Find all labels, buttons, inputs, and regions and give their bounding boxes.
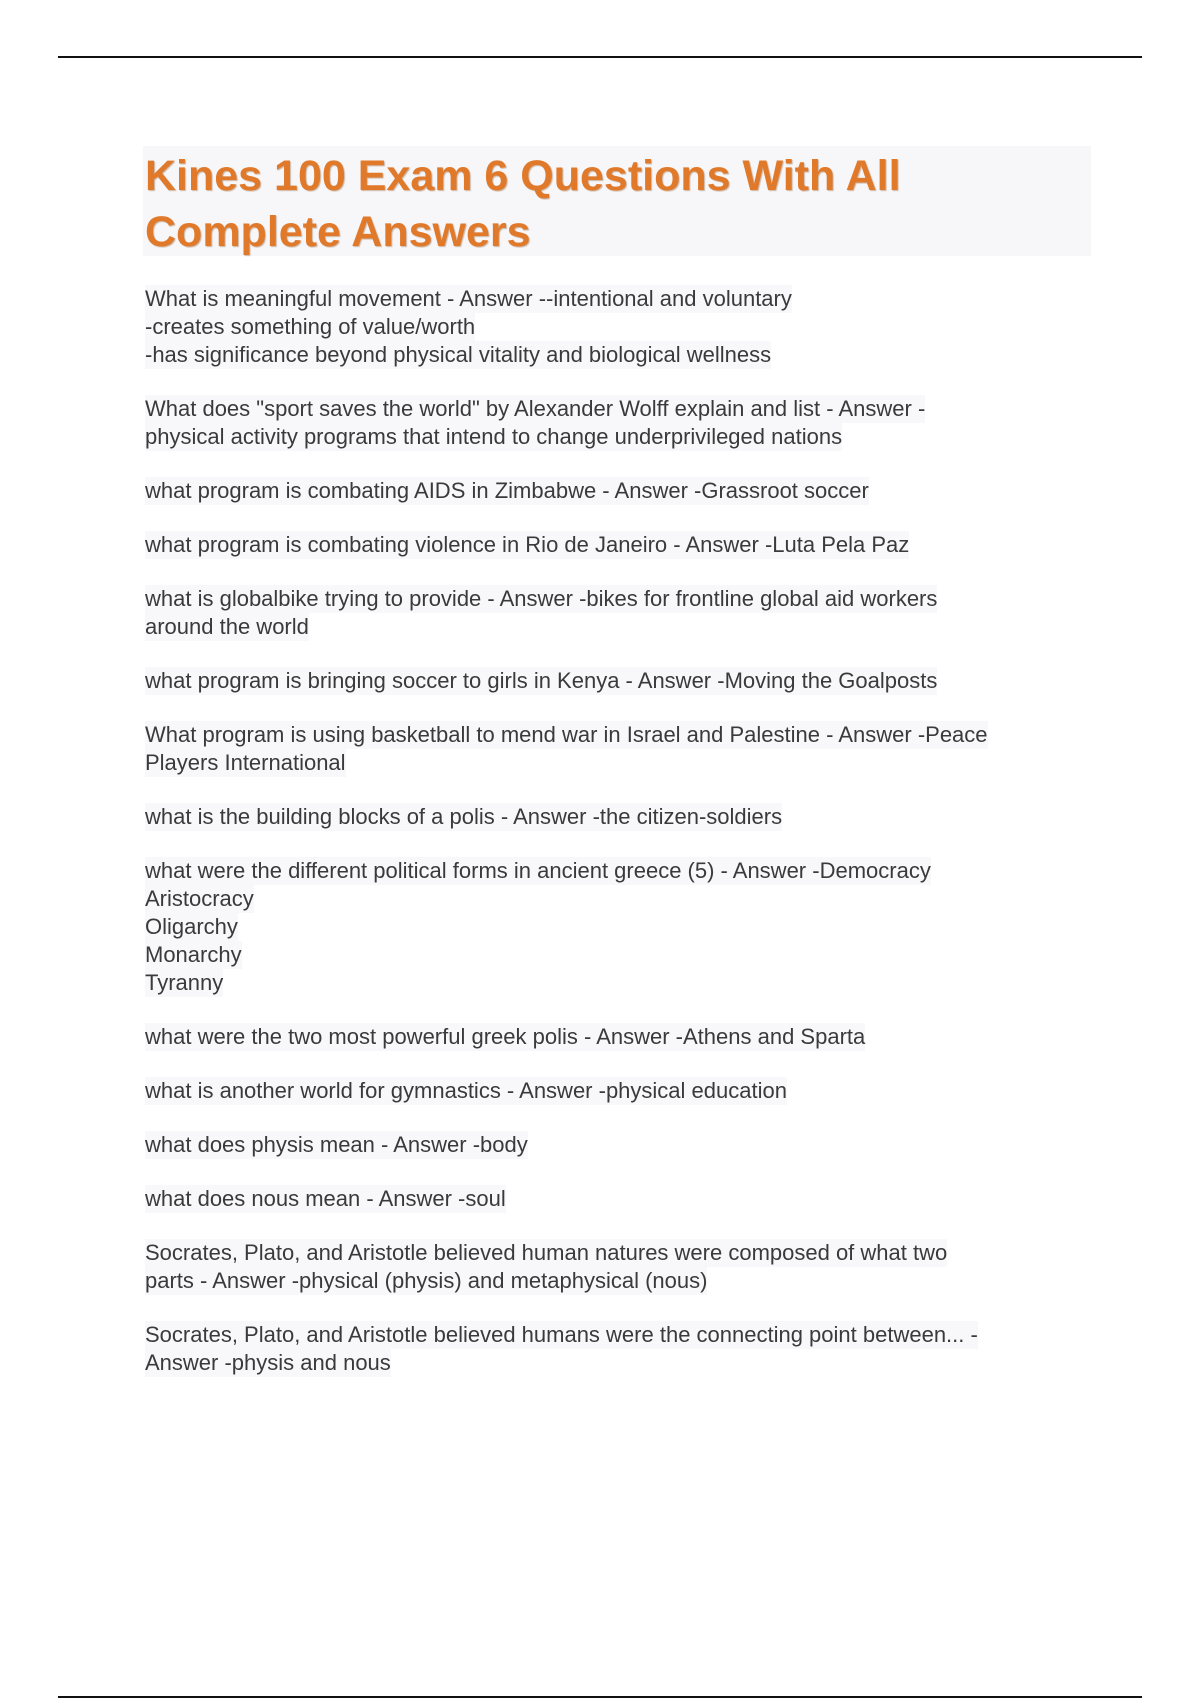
title-line-1: Kines 100 Exam 6 Questions With All (145, 152, 901, 200)
qa-line: -has significance beyond physical vitality and biological wellness (145, 342, 772, 367)
qa-line: Socrates, Plato, and Aristotle believed humans were the connecting point between... - (145, 1322, 978, 1347)
qa-line: what is the building blocks of a polis - Answer -the citizen-soldiers (145, 804, 783, 829)
document-title (143, 146, 1091, 260)
qa-line: what program is combating AIDS in Zimbabwe - Answer -Grassroot soccer (145, 478, 869, 503)
qa-line: what does nous mean - Answer -soul (145, 1186, 506, 1211)
qa-line: -creates something of value/worth (145, 314, 476, 339)
qa-line: Players International (145, 750, 346, 775)
qa-item (145, 585, 1090, 641)
qa-line: What does "sport saves the world" by Alexander Wolff explain and list - Answer - (145, 396, 926, 421)
title-block (143, 146, 1091, 256)
qa-line: around the world (145, 614, 309, 639)
qa-item (145, 667, 1090, 695)
qa-item (145, 1321, 1090, 1377)
title-line-2: Complete Answers (145, 208, 531, 256)
qa-item (145, 531, 1090, 559)
qa-line: Tyranny (145, 970, 224, 995)
qa-line: parts - Answer -physical (physis) and metaphysical (nous) (145, 1268, 708, 1293)
qa-item (145, 285, 1090, 369)
qa-line: Socrates, Plato, and Aristotle believed human natures were composed of what two (145, 1240, 948, 1265)
qa-list (145, 285, 1090, 1403)
bottom-rule (58, 1696, 1142, 1698)
qa-item (145, 1239, 1090, 1295)
qa-line: what were the two most powerful greek polis - Answer -Athens and Sparta (145, 1024, 866, 1049)
qa-item (145, 395, 1090, 451)
qa-line: what program is combating violence in Rio de Janeiro - Answer -Luta Pela Paz (145, 532, 910, 557)
qa-line: what is another world for gymnastics - Answer -physical education (145, 1078, 787, 1103)
qa-item (145, 721, 1090, 777)
qa-item (145, 1023, 1090, 1051)
qa-line: What program is using basketball to mend war in Israel and Palestine - Answer -Peace (145, 722, 988, 747)
qa-line: what does physis mean - Answer -body (145, 1132, 528, 1157)
qa-item (145, 1131, 1090, 1159)
qa-item (145, 857, 1090, 997)
qa-line: what is globalbike trying to provide - Answer -bikes for frontline global aid workers (145, 586, 938, 611)
top-rule (58, 56, 1142, 58)
qa-line: Aristocracy (145, 886, 254, 911)
qa-line: Monarchy (145, 942, 242, 967)
qa-item (145, 477, 1090, 505)
qa-line: what were the different political forms in ancient greece (5) - Answer -Democracy (145, 858, 931, 883)
qa-line: What is meaningful movement - Answer --intentional and voluntary (145, 286, 792, 311)
qa-item (145, 1185, 1090, 1213)
qa-line: physical activity programs that intend to change underprivileged nations (145, 424, 843, 449)
qa-item (145, 803, 1090, 831)
qa-line: Oligarchy (145, 914, 238, 939)
qa-line: Answer -physis and nous (145, 1350, 391, 1375)
qa-item (145, 1077, 1090, 1105)
qa-line: what program is bringing soccer to girls in Kenya - Answer -Moving the Goalposts (145, 668, 938, 693)
